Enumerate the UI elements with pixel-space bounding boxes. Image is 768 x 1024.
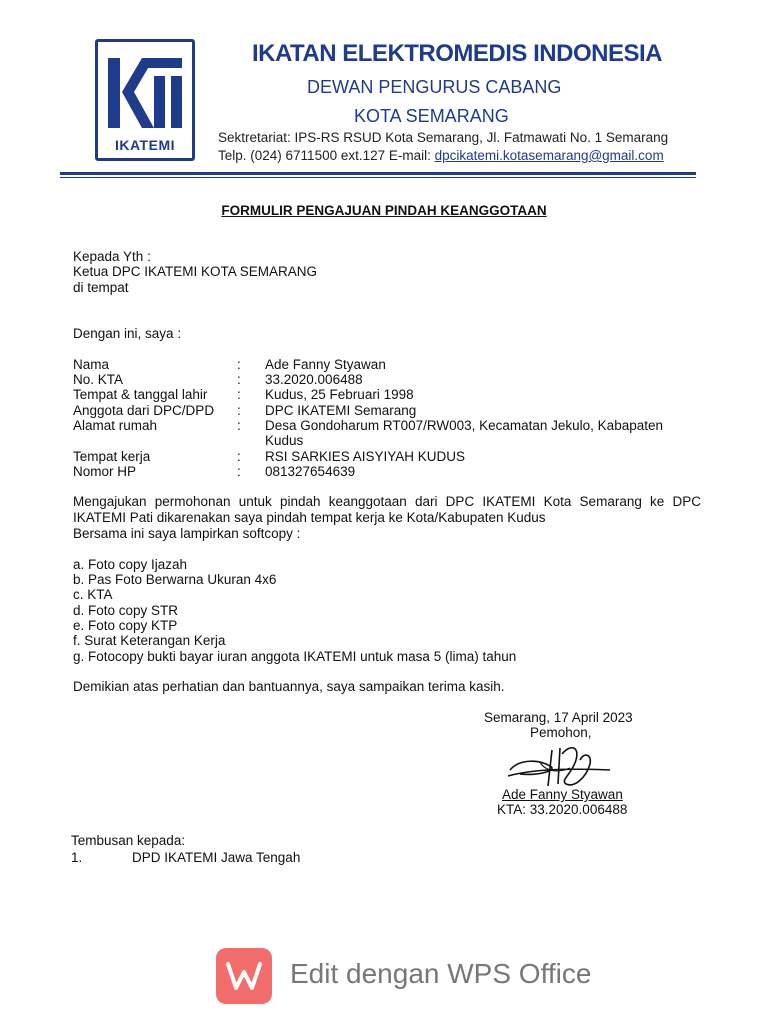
attachment-item: a. Foto copy Ijazah <box>73 557 188 572</box>
attachment-item: c. KTA <box>73 587 113 602</box>
field-value-phone: 081327654639 <box>265 464 356 479</box>
contact-line <box>218 148 664 163</box>
signature-role: Pemohon, <box>530 725 592 740</box>
field-colon: : <box>237 357 241 372</box>
field-colon: : <box>237 387 241 402</box>
header-rule-thick <box>60 172 696 175</box>
email-link[interactable]: dpcikatemi.kotasemarang@gmail.com <box>434 148 664 163</box>
field-label-name: Nama <box>73 357 110 372</box>
field-value-birth: Kudus, 25 Februari 1998 <box>265 387 414 402</box>
handwritten-signature <box>500 740 620 792</box>
attachment-item: g. Fotocopy bukti bayar iuran anggota IKATEMI untuk masa 5 (lima) tahun <box>73 649 517 664</box>
field-value-name: Ade Fanny Styawan <box>265 357 386 372</box>
organization-title: IKATAN ELEKTROMEDIS INDONESIA <box>252 40 662 67</box>
field-colon: : <box>237 403 241 418</box>
attachment-item: e. Foto copy KTP <box>73 618 178 633</box>
signature-place-date: Semarang, 17 April 2023 <box>484 710 633 725</box>
wps-watermark-text[interactable]: Edit dengan WPS Office <box>290 958 592 989</box>
field-value-address: Desa Gondoharum RT007/RW003, Kecamatan Jekulo, Kabapaten <box>265 418 663 433</box>
attachment-item: d. Foto copy STR <box>73 603 179 618</box>
cc-label: Tembusan kepada: <box>71 833 186 848</box>
field-colon: : <box>237 464 241 479</box>
signature-kta: KTA: 33.2020.006488 <box>497 802 628 817</box>
field-label-member-of: Anggota dari DPC/DPD <box>73 403 215 418</box>
recipient-place: di tempat <box>73 280 129 295</box>
field-label-birth: Tempat & tanggal lahir <box>73 387 208 402</box>
field-label-phone: Nomor HP <box>73 464 137 479</box>
ikatemi-logo <box>95 39 195 161</box>
field-colon: : <box>237 449 241 464</box>
attachment-item: f. Surat Keterangan Kerja <box>73 633 226 648</box>
intro-text: Dengan ini, saya : <box>73 326 182 341</box>
recipient-greeting: Kepada Yth : <box>73 249 151 264</box>
logo-label: IKATEMI <box>114 137 175 153</box>
secretariat-address: Sektretariat: IPS-RS RSUD Kota Semarang, Jl. Fatmawati No. 1 Semarang <box>218 130 669 145</box>
attachment-item: b. Pas Foto Berwarna Ukuran 4x6 <box>73 572 277 587</box>
field-label-workplace: Tempat kerja <box>73 449 151 464</box>
recipient-name: Ketua DPC IKATEMI KOTA SEMARANG <box>73 264 318 279</box>
signature-name: Ade Fanny Styawan <box>502 787 623 802</box>
cc-item: DPD IKATEMI Jawa Tengah <box>132 850 301 865</box>
field-label-address: Alamat rumah <box>73 418 158 433</box>
form-title: FORMULIR PENGAJUAN PINDAH KEANGGOTAAN <box>221 203 547 218</box>
wps-logo-icon[interactable] <box>216 948 272 1004</box>
field-value-member-of: DPC IKATEMI Semarang <box>265 403 417 418</box>
organization-city: KOTA SEMARANG <box>354 106 509 126</box>
field-label-kta: No. KTA <box>73 372 124 387</box>
field-value-address-cont: Kudus <box>265 433 304 448</box>
attachments-intro: Bersama ini saya lampirkan softcopy : <box>73 526 301 541</box>
field-value-kta: 33.2020.006488 <box>265 372 363 387</box>
field-colon: : <box>237 372 241 387</box>
closing-text: Demikian atas perhatian dan bantuannya, saya sampaikan terima kasih. <box>73 679 505 694</box>
field-colon: : <box>237 418 241 433</box>
request-paragraph: Mengajukan permohonan untuk pindah keanggotaan dari DPC IKATEMI Kota Semarang ke DPC IKATEMI Pati dikarenakan saya pindah tempat kerja ke Kota/Kabupaten Kudus <box>73 494 701 525</box>
wps-w-icon <box>226 962 262 990</box>
cc-number: 1. <box>71 850 83 865</box>
header-rule-thin <box>60 177 696 178</box>
field-value-workplace: RSI SARKIES AISYIYAH KUDUS <box>265 449 466 464</box>
organization-subtitle: DEWAN PENGURUS CABANG <box>307 77 562 97</box>
phone-text: Telp. (024) 6711500 ext.127 E-mail: <box>218 148 435 163</box>
ikatemi-logo-icon <box>104 52 186 132</box>
